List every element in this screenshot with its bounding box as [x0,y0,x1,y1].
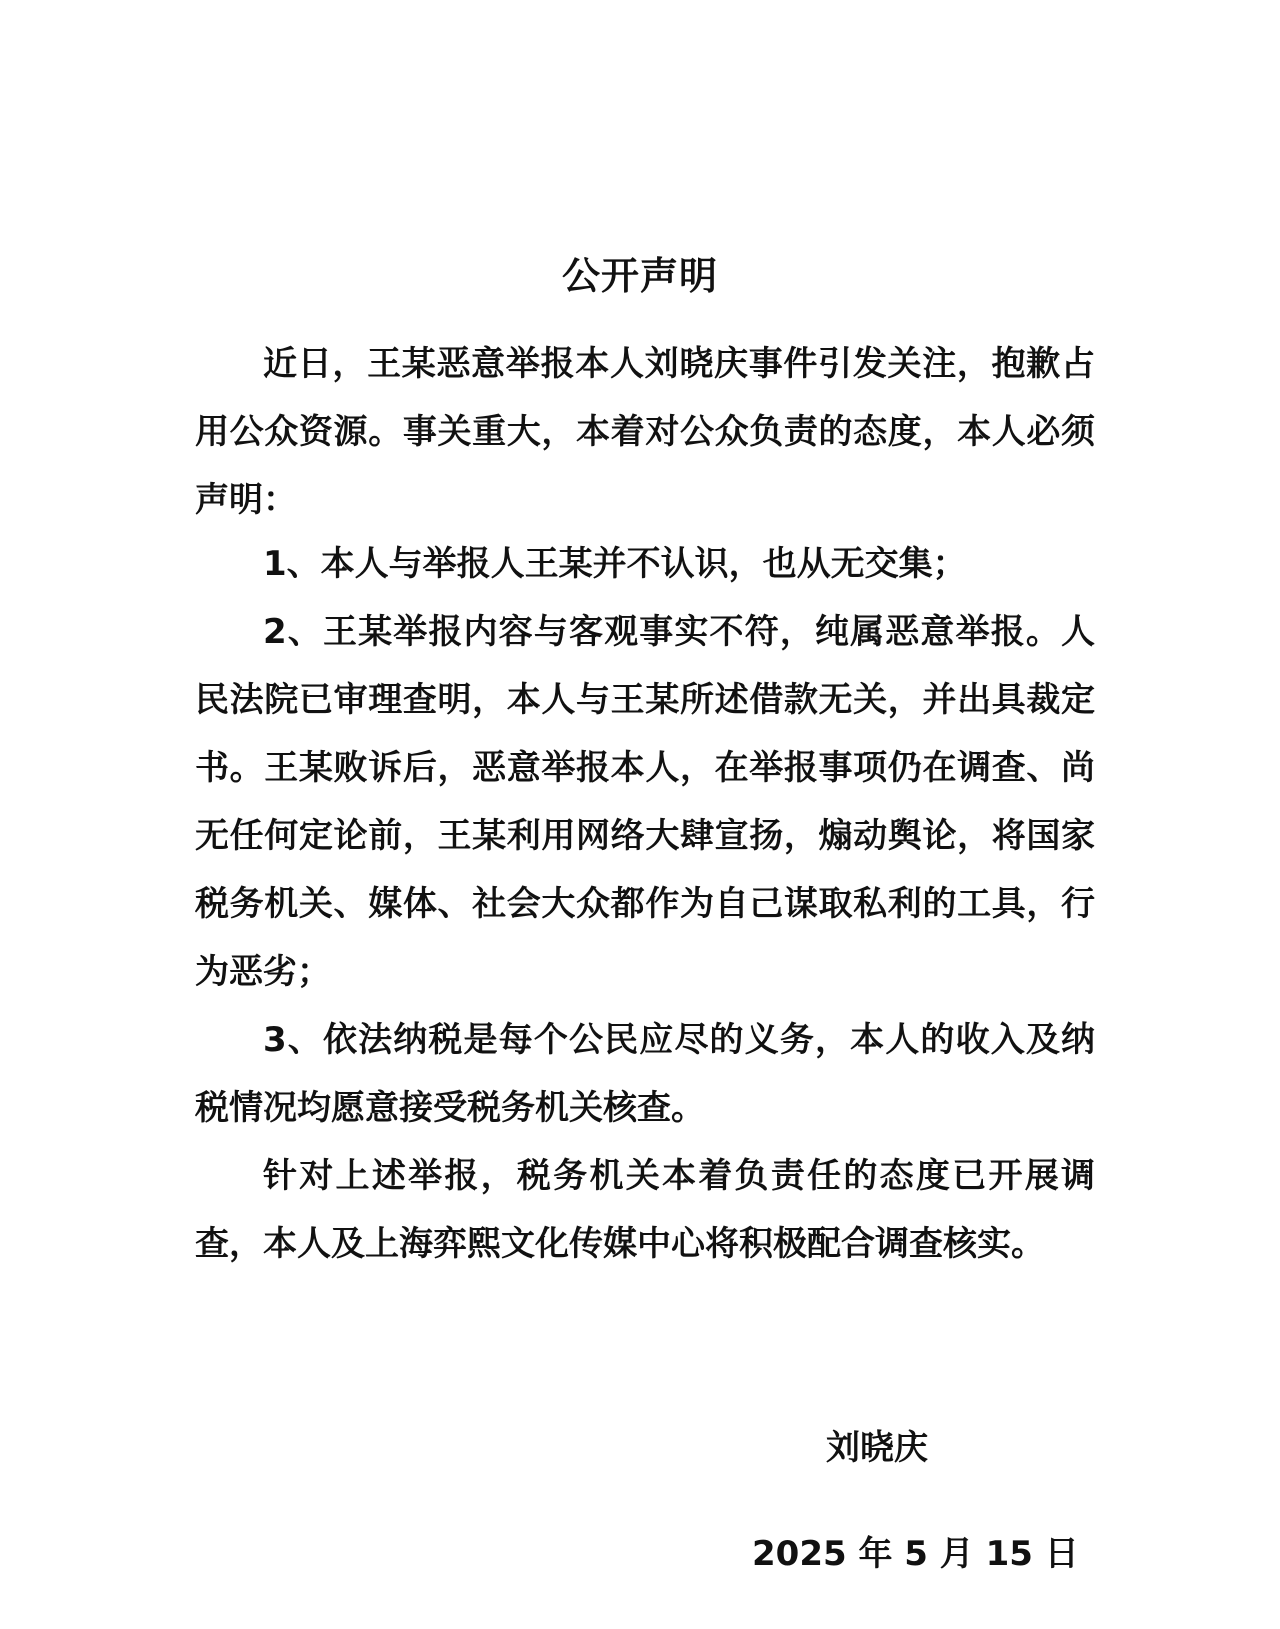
point-2-paragraph: 2、王某举报内容与客观事实不符，纯属恶意举报。人民法院已审理查明，本人与王某所述借款无关，并出具裁定书。王某败诉后，恶意举报本人，在举报事项仍在调查、尚无任何定论前，王某利用网络大肆宣扬，煽动舆论，将国家税务机关、媒体、社会大众都作为自己谋取私利的工具，行为恶劣； [195,612,1095,992]
document-title: 公开声明 [561,254,718,298]
signature-name: 刘晓庆 [826,1428,928,1468]
point-1-paragraph: 1、本人与举报人王某并不认识，也从无交集； [263,544,967,584]
point-3-paragraph: 3、依法纳税是每个公民应尽的义务，本人的收入及纳税情况均愿意接受税务机关核查。 [195,1020,1095,1128]
closing-paragraph: 针对上述举报，税务机关本着负责任的态度已开展调查，本人及上海弈熙文化传媒中心将积极配合调查核实。 [195,1156,1095,1264]
signature-date: 2025 年 5 月 15 日 [752,1534,1079,1574]
intro-paragraph: 近日，王某恶意举报本人刘晓庆事件引发关注，抱歉占用公众资源。事关重大，本着对公众负责的态度，本人必须声明： [195,344,1095,520]
